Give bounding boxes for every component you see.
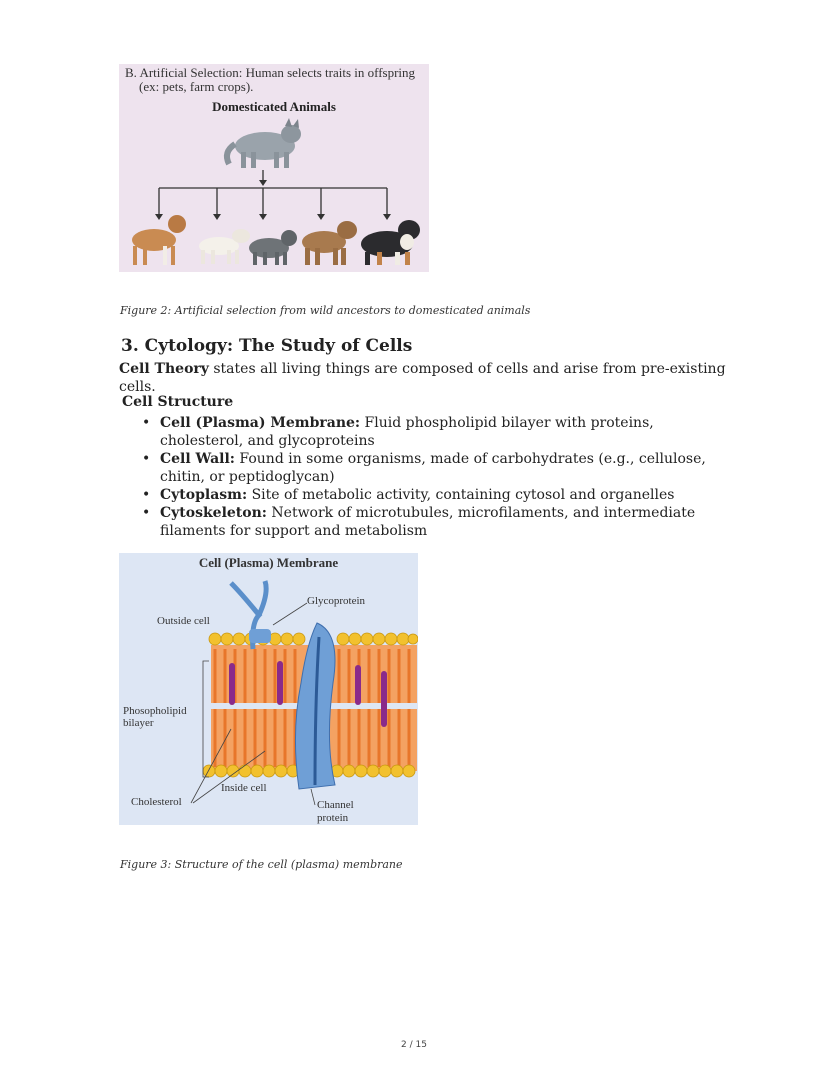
figure-text-line: (ex: pets, farm crops). <box>139 79 254 94</box>
list-item <box>120 450 720 486</box>
section-heading: 3. Cytology: The Study of Cells <box>121 336 413 356</box>
list-item <box>120 486 720 504</box>
cell-theory-paragraph <box>119 360 739 396</box>
label-line: bilayer <box>123 717 154 729</box>
label-cholesterol: Cholesterol <box>131 796 182 808</box>
cell-structure-list <box>120 414 720 540</box>
label-line: Phosopholipid <box>123 705 187 717</box>
figure-subtitle: Domesticated Animals <box>212 99 336 114</box>
pit-bull-dog <box>302 221 357 265</box>
figure3-title: Cell (Plasma) Membrane <box>198 555 339 570</box>
cell-theory-term: Cell Theory <box>119 361 209 377</box>
wolf-illustration <box>227 118 301 168</box>
plasma-membrane-figure <box>119 553 418 825</box>
boxer-dog <box>132 215 186 265</box>
artificial-selection-figure <box>119 64 429 272</box>
schnauzer-dog <box>249 230 297 265</box>
list-item <box>120 504 720 540</box>
figure2-caption: Figure 2: Artificial selection from wild ancestors to domesticated animals <box>120 304 531 317</box>
label-phospholipid <box>123 705 187 729</box>
list-item-term: Cytoskeleton: <box>160 505 267 521</box>
list-item-text: Found in some organisms, made of carbohydrates (e.g., cellulose, chitin, or peptidoglycan) <box>160 451 706 485</box>
bernese-dog <box>361 220 420 265</box>
branch-lines <box>159 170 387 216</box>
cell-theory-text: states all living things are composed of cells and arise from pre-existing cells. <box>119 361 726 395</box>
label-line: Channel <box>317 799 354 811</box>
page-number: 2 / 15 <box>401 1040 427 1050</box>
list-item-term: Cell Wall: <box>160 451 235 467</box>
figure-text-line: B. Artificial Selection: Human selects traits in offspring <box>125 65 416 80</box>
list-item-term: Cell (Plasma) Membrane: <box>160 415 361 431</box>
list-item-term: Cytoplasm: <box>160 487 248 503</box>
cell-structure-heading: Cell Structure <box>122 394 234 410</box>
list-item-text: Fluid phospholipid bilayer with proteins, cholesterol, and glycoproteins <box>160 415 654 449</box>
label-line: protein <box>317 812 349 824</box>
list-item-text: Site of metabolic activity, containing cytosol and organelles <box>247 487 675 503</box>
label-channel-protein <box>317 799 354 825</box>
label-glycoprotein: Glycoprotein <box>307 595 366 607</box>
list-item <box>120 414 720 450</box>
label-outside-cell: Outside cell <box>157 615 210 627</box>
domestication-diagram <box>119 64 429 272</box>
label-inside-cell: Inside cell <box>221 782 267 794</box>
figure3-caption: Figure 3: Structure of the cell (plasma) membrane <box>120 858 403 871</box>
membrane-diagram <box>119 553 418 825</box>
list-item-text: Network of microtubules, microfilaments, and intermediate filaments for support and metabolism <box>160 505 696 539</box>
bull-terrier-dog <box>199 229 250 264</box>
